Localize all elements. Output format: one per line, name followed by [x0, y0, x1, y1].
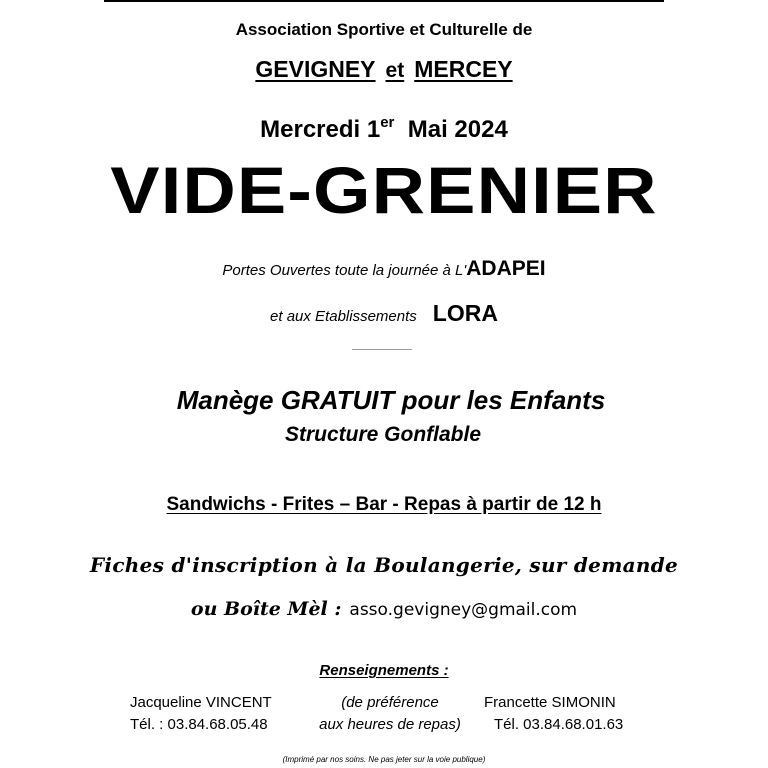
contact-email: asso.gevigney@gmail.com — [349, 600, 578, 620]
carousel-line: Manège GRATUIT pour les Enfants — [176, 385, 606, 415]
divider — [352, 349, 412, 350]
footer-note: (Imprimé par nos soins. Ne pas jeter sur la voie publique) — [282, 755, 486, 764]
contact2-phone: Tél. 03.84.68.01.63 — [494, 716, 624, 733]
open-house-line-2: et aux Etablissements LORA — [270, 300, 498, 326]
town-gevigney: GEVIGNEY — [255, 56, 376, 82]
town-names — [0, 56, 768, 83]
lora-org: LORA — [432, 300, 498, 326]
contact1-phone: Tél. : 03.84.68.05.48 — [130, 716, 268, 733]
contact1-name: Jacqueline VINCENT — [130, 694, 272, 711]
date-ordinal-suffix: er — [380, 114, 395, 131]
open-house-line-1: Portes Ouvertes toute la journée à L'ADAPEI — [222, 257, 546, 280]
registration-line: Fiches d'inscription à la Boulangerie, sur demande — [89, 553, 679, 577]
inflatable-structure-line: Structure Gonflable — [284, 423, 482, 446]
preference-note-line2: aux heures de repas) — [319, 716, 461, 733]
town-mercey: MERCEY — [414, 56, 513, 82]
food-line: Sandwichs - Frites – Bar - Repas à partir de 12 h — [166, 494, 602, 515]
preference-note-line1: (de préférence — [341, 694, 439, 711]
info-heading: Renseignements : — [319, 662, 449, 679]
top-border-line — [104, 0, 664, 2]
adapei-org: ADAPEI — [466, 257, 546, 280]
event-title: VIDE-GRENIER — [110, 153, 658, 227]
association-name: Association Sportive et Culturelle de — [235, 20, 533, 39]
contact2-name: Francette SIMONIN — [484, 694, 616, 711]
event-date: Mercredi 1er Mai 2024 — [260, 114, 508, 143]
email-line: ou Boîte Mèl : asso.gevigney@gmail.com — [190, 598, 578, 620]
town-conjunction: et — [385, 59, 405, 82]
